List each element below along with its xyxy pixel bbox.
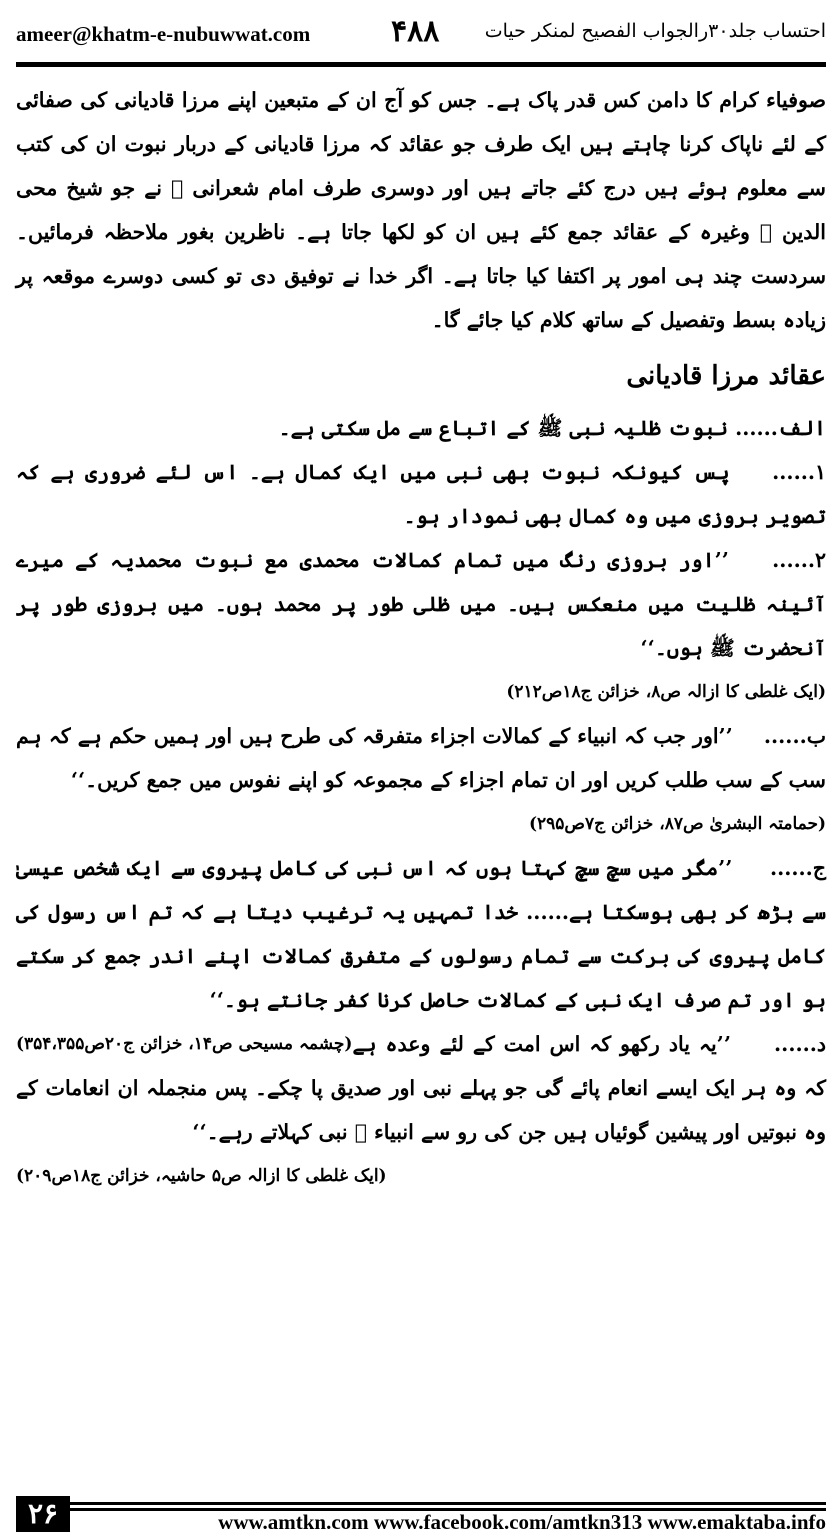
item-alif: [16, 406, 826, 450]
intro-paragraph: صوفیاء کرام کا دامن کس قدر پاک ہے۔ جس کو آج ان کے متبعین اپنے مرزا قادیانی کی صفائی کے لئے ناپاک کرنا چاہتے ہیں ایک طرف جو عقائد کہ مرزا قادیانی کے دربار نبوت ان کی کتب سے معلوم ہوئے ہیں درج کئے جاتے ہیں اور دوسری طرف امام شعرانی ﷫ نے جو شیخ محی الدین ﷫ وغیرہ کے عقائد جمع کئے ہیں ان کو لکھا جاتا ہے۔ ناظرین بغور ملاحظہ فرمائیں۔ سردست چند ہی امور پر اکتفا کیا جاتا ہے۔ اگر خدا نے توفیق دی تو کسی دوسرے موقعہ پر زیادہ بسط وتفصیل کے ساتھ کلام کیا جائے گا۔: [16, 88, 826, 332]
item-label: ب......: [763, 724, 827, 748]
item-label: ۱......: [772, 460, 826, 484]
item-be: [16, 714, 826, 802]
item-jeem-reference: (چشمہ مسیحی ص۱۴، خزائن ج۲۰ص۳۵۴،۳۵۵): [16, 1034, 353, 1054]
item-dal-reference: (ایک غلطی کا ازالہ ص۵ حاشیہ، خزائن ج۱۸ص۲۰۹): [16, 1166, 387, 1186]
item-label: الف......: [735, 416, 826, 440]
item-text: پس کیونکہ نبوت بھی نبی میں ایک کمال ہے۔ اس لئے ضروری ہے کہ تصویر بروزی میں وہ کمال بھی نمودار ہو۔: [16, 460, 826, 528]
item-text: ’’اور بروزی رنگ میں تمام کمالات محمدی مع نبوت محمدیہ کے میرے آئینہ ظلیت میں منعکس ہیں۔ میں ظلی طور پر محمد ہوں۔ میں بروزی طور پر آنحضرت ﷺ ہوں۔‘‘: [16, 548, 826, 660]
item-two-reference: (ایک غلطی کا ازالہ ص۸، خزائن ج۱۸ص۲۱۲): [506, 682, 826, 702]
item-label: د......: [774, 1032, 826, 1056]
footer-links[interactable]: www.amtkn.com www.facebook.com/amtkn313 www.emaktaba.info: [218, 1510, 826, 1534]
header-page-number: ۴۸۸: [391, 14, 440, 49]
item-be-reference: (حمامتہ البشریٰ ص۸۷، خزائن ج۷ص۲۹۵): [528, 814, 826, 834]
header-title: احتساب جلد۳۰رالجواب الفصیح لمنکر حیات: [484, 20, 826, 42]
header-rule: [16, 62, 826, 67]
item-label: ج......: [769, 856, 826, 880]
item-label: ۲......: [772, 548, 827, 572]
page-body: [16, 78, 826, 1198]
item-text: ’’اور جب کہ انبیاء کے کمالات اجزاء متفرقہ کی طرح ہیں اور ہمیں حکم ہے کہ ہم سب کے سب طلب کریں اور ان تمام اجزاء کے مجموعہ کو اپنے نفوس میں جمع کریں۔‘‘: [16, 724, 826, 792]
item-one: [16, 450, 826, 538]
item-jeem: [16, 846, 826, 1054]
page-header: [16, 14, 826, 58]
item-two: [16, 538, 826, 670]
item-text: ’’یہ یاد رکھو کہ اس امت کے لئے وعدہ ہے کہ وہ ہر ایک ایسے انعام پائے گی جو پہلے نبی اور صدیق پا چکے۔ پس منجملہ ان انعامات کے وہ نبوتیں اور پیشین گوئیاں ہیں جن کی رو سے انبیاء ﷩ نبی کہلاتے رہے۔‘‘: [16, 1032, 826, 1144]
header-email: ameer@khatm-e-nubuwwat.com: [16, 22, 311, 46]
item-text: ’’مگر میں سچ سچ کہتا ہوں کہ اس نبی کی کامل پیروی سے ایک شخص عیسیٰ سے بڑھ کر بھی ہوسکتا ہے...... خدا تمہیں یہ ترغیب دیتا ہے کہ تم اس رسول کی کامل پیروی کی برکت سے تمام رسولوں کے متفرق کمالات اپنے اندر جمع کر سکتے ہو اور تم صرف ایک نبی کے کمالات حاصل کرنا کفر جانتے ہو۔‘‘: [16, 856, 826, 1012]
section-heading: عقائد مرزا قادیانی: [626, 361, 826, 391]
footer-page-number: ۲۶: [16, 1496, 70, 1532]
item-text: نبوت ظلیہ نبی ﷺ کے اتباع سے مل سکتی ہے۔: [278, 416, 728, 440]
footer-rule: [70, 1502, 826, 1505]
